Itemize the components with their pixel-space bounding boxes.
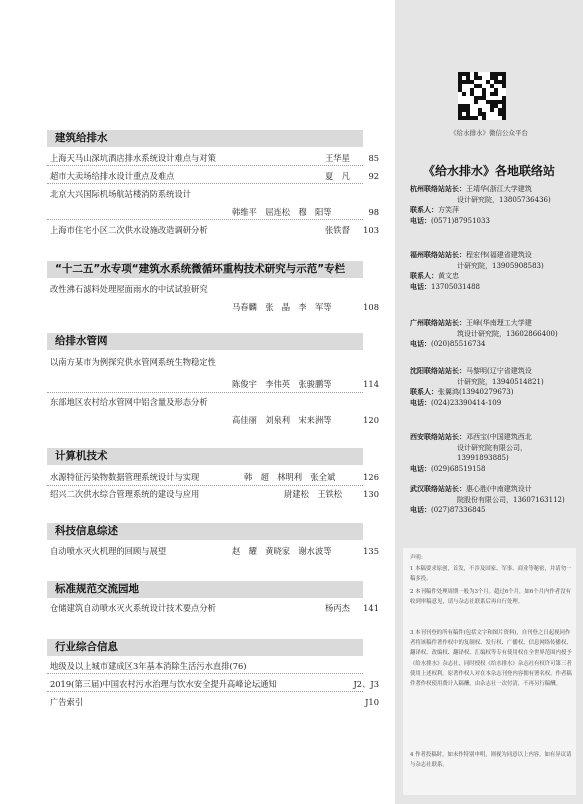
article-authors: 尉建松 王铁松: [284, 489, 343, 499]
article-authors: 马春麟 张 晶 李 军等: [232, 302, 332, 312]
stations-title: 《给水排水》各地联络站: [422, 164, 555, 178]
station-head: 邓西宝(中国建筑西北: [466, 433, 532, 441]
station-head-cont: 筑设计研究院，13602866400): [457, 329, 558, 338]
station-phone: (029)68519158: [431, 464, 486, 473]
divider: [47, 392, 363, 393]
contact-label: 联系人：: [410, 388, 438, 396]
article-title[interactable]: 北京大兴国际机场航站楼消防系统设计: [50, 189, 192, 199]
station-head-cont: 设计研究院，13805736436): [457, 195, 551, 204]
article-page: J10: [365, 697, 379, 707]
station-contact: 方笑萍: [438, 206, 459, 214]
station-contact: 黄文忠: [438, 272, 459, 280]
article-title[interactable]: 上海天马山深坑酒店排水系统设计难点与对策: [50, 153, 216, 163]
article-authors: 陈俊宇 李伟英 张骏鹏等: [232, 379, 332, 389]
article-title[interactable]: 2019(第三届)中国农村污水治理与饮水安全提升高峰论坛通知: [50, 679, 277, 689]
article-title[interactable]: 广告索引: [50, 697, 84, 707]
article-authors: 赵 耀 黄晓家 谢水波等: [232, 546, 332, 556]
station-head: 王峰(华南理工大学建: [466, 319, 532, 327]
article-page: 120: [363, 415, 379, 425]
section-header: 计算机技术: [47, 448, 363, 465]
station-phone: (020)85516734: [431, 340, 486, 348]
station-head-cont: 院股份有限公司，13607163112): [457, 495, 565, 504]
section-header: 行业综合信息: [47, 639, 363, 656]
phone-label: 电话：: [410, 340, 431, 348]
article-authors: 韩维平 屈连松 穆 阳等: [232, 207, 332, 217]
station-head-cont: 计研究院，13905908583): [457, 261, 544, 270]
article-page: J2、J3: [353, 679, 379, 689]
section-header: 给排水管网: [47, 333, 363, 350]
divider: [47, 673, 363, 674]
phone-label: 电话：: [410, 282, 431, 291]
station-phone: 13705031488: [431, 282, 480, 291]
phone-label: 电话：: [410, 216, 431, 225]
station-label: 武汉联络站站长：: [410, 485, 466, 493]
article-page: 103: [363, 225, 379, 235]
station-shenyang: [410, 366, 578, 408]
section-header: 建筑给排水: [47, 130, 363, 147]
station-head: 惠心胜(中南建筑设计: [466, 485, 532, 493]
phone-label: 电话：: [410, 398, 431, 407]
article-title[interactable]: 地级及以上城市建成区3年基本消除生活污水直排(76): [50, 661, 247, 671]
article-authors: 高佳丽 刘泉利 宋来洲等: [232, 415, 332, 425]
station-hangzhou: [410, 184, 578, 226]
station-phone: (027)87336845: [431, 506, 486, 514]
qr-code-icon: [458, 72, 506, 120]
station-head-cont: 计研究院，13940514821): [457, 377, 544, 386]
station-head: 马黎明(辽宁省建筑设: [466, 367, 532, 375]
station-label: 西安联络站站长：: [410, 433, 466, 441]
article-page: 85: [368, 153, 379, 163]
station-label: 广州联络站站长：: [410, 319, 466, 327]
article-authors: 夏 凡: [325, 171, 350, 181]
station-phone: (0571)87951033: [431, 216, 490, 225]
station-head: 王靖华(浙江大学建筑: [466, 185, 532, 193]
article-title[interactable]: 东部地区农村给水管网中铝含量及形态分析: [50, 397, 208, 407]
station-wuhan: [410, 484, 578, 516]
qr-caption: 《给水排水》微信公众平台: [450, 129, 528, 137]
station-head: 程宏伟(福建省建筑设: [466, 251, 532, 259]
notice-item: 3 本刊刊登的所有稿件(包括文字和图片资料)，自刊登之日起视同作者将该稿件著作权中的复制权、发行权、广播权、信息网络传播权、翻译权、改编权、翻译权、汇编权等专有使用权在全世界范围内授予《给水排水》杂志社，同时授权《给水排水》杂志社有权许可第三者使用上述权利。原著作权人对在本杂志刊登内容拥有署名权。作者稿件著作权使用费计入稿酬，由杂志社一次付清，不再另行稿酬。: [410, 630, 572, 688]
divider: [47, 165, 363, 166]
divider: [47, 219, 363, 220]
phone-label: 电话：: [410, 506, 431, 514]
article-authors: 韩 超 林明利 张全斌: [244, 472, 336, 482]
contact-label: 联系人：: [410, 272, 438, 280]
article-title[interactable]: 超市大卖场给排水设计重点及难点: [50, 171, 175, 181]
article-page: 108: [363, 302, 379, 312]
section-header: 科技信息综述: [47, 523, 363, 540]
article-authors: 张铁督: [325, 225, 350, 235]
divider: [47, 691, 363, 692]
article-page: 126: [363, 472, 379, 482]
station-xian: [410, 432, 578, 474]
notice-heading: 声明：: [410, 555, 427, 561]
article-title[interactable]: 水源特征污染物数据管理系统设计与实现: [50, 472, 200, 482]
station-head-cont: 设计研究院有限公司，13991893885): [457, 443, 527, 462]
article-title[interactable]: 改性沸石滤料处理屋面雨水的中试试验研究: [50, 284, 208, 294]
section-header: 标准规范交流园地: [47, 581, 363, 598]
notice-item: 1 本稿要求原创，首发，不涉及国家、军事、商业等秘密，并请勿一稿多投。: [410, 566, 572, 583]
station-label: 沈阳联络站站长：: [410, 367, 466, 375]
station-guangzhou: [410, 318, 578, 350]
article-title[interactable]: 以南方某市为例探究供水管网系统生物稳定性: [50, 357, 216, 367]
phone-label: 电话：: [410, 464, 431, 473]
article-title[interactable]: 自动喷水灭火机理的回顾与展望: [50, 546, 167, 556]
article-page: 114: [363, 379, 379, 389]
divider: [47, 485, 363, 486]
divider: [47, 183, 363, 184]
article-page: 130: [363, 489, 379, 499]
article-page: 141: [363, 603, 379, 613]
article-authors: 王华星: [325, 153, 350, 163]
station-label: 福州联络站站长：: [410, 251, 466, 259]
section-header: “十二五”水专项“建筑水系统微循环重构技术研究与示范”专栏: [47, 261, 363, 278]
article-page: 135: [363, 546, 379, 556]
article-page: 98: [368, 207, 379, 217]
article-page: 92: [368, 171, 379, 181]
notice-item: 2 本刊稿件处理周期一般为3个月。超过6个月，如6个月内作者没有收到审稿意见，请与杂志社联系后再自行处理。: [410, 589, 571, 606]
article-authors: 杨丙杰: [325, 603, 350, 613]
station-label: 杭州联络站站长：: [410, 185, 466, 193]
article-title[interactable]: 上海市住宅小区二次供水设施改造调研分析: [50, 225, 208, 235]
article-title[interactable]: 仓储建筑自动喷水灭火系统设计技术要点分析: [50, 603, 216, 613]
notice-item: 4 作者投稿时，如未作特别申明，则视为同意以上内容，如有异议请与杂志社联系。: [410, 752, 572, 769]
sidebar: [395, 0, 583, 804]
article-title[interactable]: 绍兴二次供水综合管理系统的建设与应用: [50, 489, 200, 499]
contact-label: 联系人：: [410, 206, 438, 214]
station-contact: 张翼鸿(13940279673): [438, 388, 514, 396]
station-phone: (024)23390414-109: [431, 398, 502, 407]
station-fuzhou: [410, 250, 578, 292]
